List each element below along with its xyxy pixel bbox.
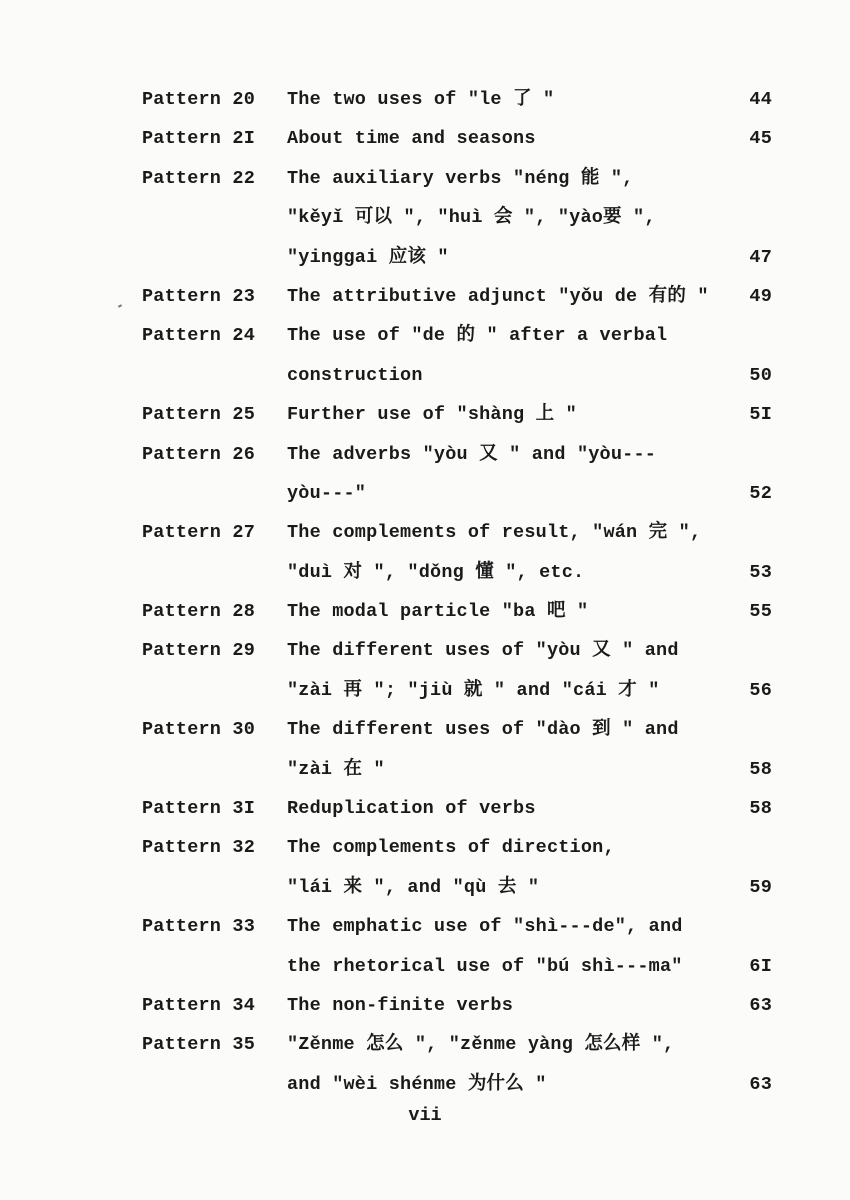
- toc-entry: [0, 395, 850, 434]
- toc-entry: [0, 316, 850, 395]
- page-number: 52: [749, 482, 772, 504]
- pattern-label: Pattern 26: [142, 443, 256, 465]
- toc-entry: [0, 513, 850, 592]
- pattern-label: Pattern 23: [142, 285, 256, 307]
- toc-line: [0, 356, 850, 395]
- pattern-title: The different uses of "dào 到 " and: [287, 719, 679, 741]
- page-number: 6I: [749, 955, 772, 977]
- page-number: 47: [749, 246, 772, 268]
- toc-line: [0, 1025, 850, 1064]
- toc-line: [0, 395, 850, 434]
- toc-line: [0, 868, 850, 907]
- toc-line: [0, 119, 850, 158]
- pattern-title: the rhetorical use of "bú shì---ma": [287, 955, 683, 977]
- pattern-title: "yinggai 应该 ": [287, 246, 449, 268]
- pattern-label: Pattern 35: [142, 1034, 256, 1056]
- pattern-label: Pattern 30: [142, 719, 256, 741]
- pattern-title: The modal particle "ba 吧 ": [287, 601, 589, 623]
- toc-line: [0, 828, 850, 867]
- pattern-title: The complements of result, "wán 完 ",: [287, 522, 702, 544]
- page-number: 63: [749, 1073, 772, 1095]
- pattern-title: The different uses of "yòu 又 " and: [287, 640, 679, 662]
- page-number: 49: [749, 285, 772, 307]
- toc-entry: [0, 1025, 850, 1104]
- toc-line: [0, 947, 850, 986]
- toc-entry: [0, 277, 850, 316]
- pattern-label: Pattern 33: [142, 916, 256, 938]
- toc-line: [0, 907, 850, 946]
- toc-line: [0, 159, 850, 198]
- pattern-title: About time and seasons: [287, 128, 536, 150]
- toc-entry: [0, 435, 850, 514]
- toc-entry: [0, 828, 850, 907]
- page-number-footer: vii: [408, 1105, 442, 1126]
- pattern-label: Pattern 28: [142, 601, 256, 623]
- toc-line: [0, 435, 850, 474]
- pattern-label: Pattern 2I: [142, 128, 256, 150]
- toc-line: [0, 198, 850, 237]
- pattern-label: Pattern 32: [142, 837, 256, 859]
- toc-line: [0, 238, 850, 277]
- pattern-title: "zài 再 "; "jiù 就 " and "cái 才 ": [287, 679, 660, 701]
- pattern-title: Reduplication of verbs: [287, 798, 536, 820]
- page-number: 45: [749, 128, 772, 150]
- pattern-title: The use of "de 的 " after a verbal: [287, 325, 668, 347]
- toc-line: [0, 80, 850, 119]
- toc-line: [0, 789, 850, 828]
- pattern-title: "Zěnme 怎么 ", "zěnme yàng 怎么样 ",: [287, 1034, 675, 1056]
- page-number: 53: [749, 561, 772, 583]
- toc-line: [0, 671, 850, 710]
- page-number: 5I: [749, 404, 772, 426]
- page-number: 56: [749, 679, 772, 701]
- toc-entry: [0, 159, 850, 277]
- pattern-title: The auxiliary verbs "néng 能 ",: [287, 167, 634, 189]
- pattern-title: "zài 在 ": [287, 758, 385, 780]
- pattern-label: Pattern 22: [142, 167, 256, 189]
- page-number: 44: [749, 89, 772, 110]
- pattern-title: "kěyǐ 可以 ", "huì 会 ", "yào要 ",: [287, 207, 656, 229]
- toc-entry: [0, 907, 850, 986]
- pattern-title: The emphatic use of "shì---de", and: [287, 916, 683, 938]
- pattern-title: Further use of "shàng 上 ": [287, 404, 577, 426]
- toc-entry: [0, 631, 850, 710]
- pattern-title: and "wèi shénme 为什么 ": [287, 1073, 547, 1095]
- pattern-title: "duì 对 ", "dǒng 懂 ", etc.: [287, 561, 585, 583]
- toc-line: [0, 513, 850, 552]
- pattern-label: Pattern 25: [142, 404, 256, 426]
- pattern-label: Pattern 29: [142, 640, 256, 662]
- toc-line: [0, 631, 850, 670]
- page-number: 50: [749, 364, 772, 386]
- pattern-label: Pattern 24: [142, 325, 256, 347]
- page-number: 63: [749, 994, 772, 1016]
- toc-line: [0, 710, 850, 749]
- pattern-title: The complements of direction,: [287, 837, 615, 859]
- pattern-title: construction: [287, 364, 423, 386]
- toc-line: [0, 316, 850, 355]
- toc-line: [0, 1065, 850, 1104]
- toc-entry: [0, 119, 850, 158]
- pattern-label: Pattern 20: [142, 89, 256, 110]
- toc-line: [0, 592, 850, 631]
- toc-line: [0, 474, 850, 513]
- pattern-title: "lái 来 ", and "qù 去 ": [287, 876, 540, 898]
- toc-entry: [0, 592, 850, 631]
- pattern-label: Pattern 3I: [142, 798, 256, 820]
- toc-entry: [0, 986, 850, 1025]
- pattern-title: The adverbs "yòu 又 " and "yòu---: [287, 443, 657, 465]
- pattern-title: yòu---": [287, 482, 367, 504]
- page-number: 59: [749, 876, 772, 898]
- toc-line: [0, 277, 850, 316]
- toc-line: [0, 750, 850, 789]
- page-number: 58: [749, 798, 772, 820]
- table-of-contents: [0, 80, 850, 1104]
- toc-line: [0, 986, 850, 1025]
- toc-entry: [0, 789, 850, 828]
- page-number: 58: [749, 758, 772, 780]
- toc-entry: [0, 710, 850, 789]
- toc-entry: [0, 80, 850, 119]
- pattern-label: Pattern 27: [142, 522, 256, 544]
- pattern-title: The two uses of "le 了 ": [287, 89, 555, 110]
- pattern-title: The non-finite verbs: [287, 994, 514, 1016]
- pattern-title: The attributive adjunct "yǒu de 有的 ": [287, 285, 709, 307]
- page-number: 55: [749, 601, 772, 623]
- pattern-label: Pattern 34: [142, 994, 256, 1016]
- toc-line: [0, 553, 850, 592]
